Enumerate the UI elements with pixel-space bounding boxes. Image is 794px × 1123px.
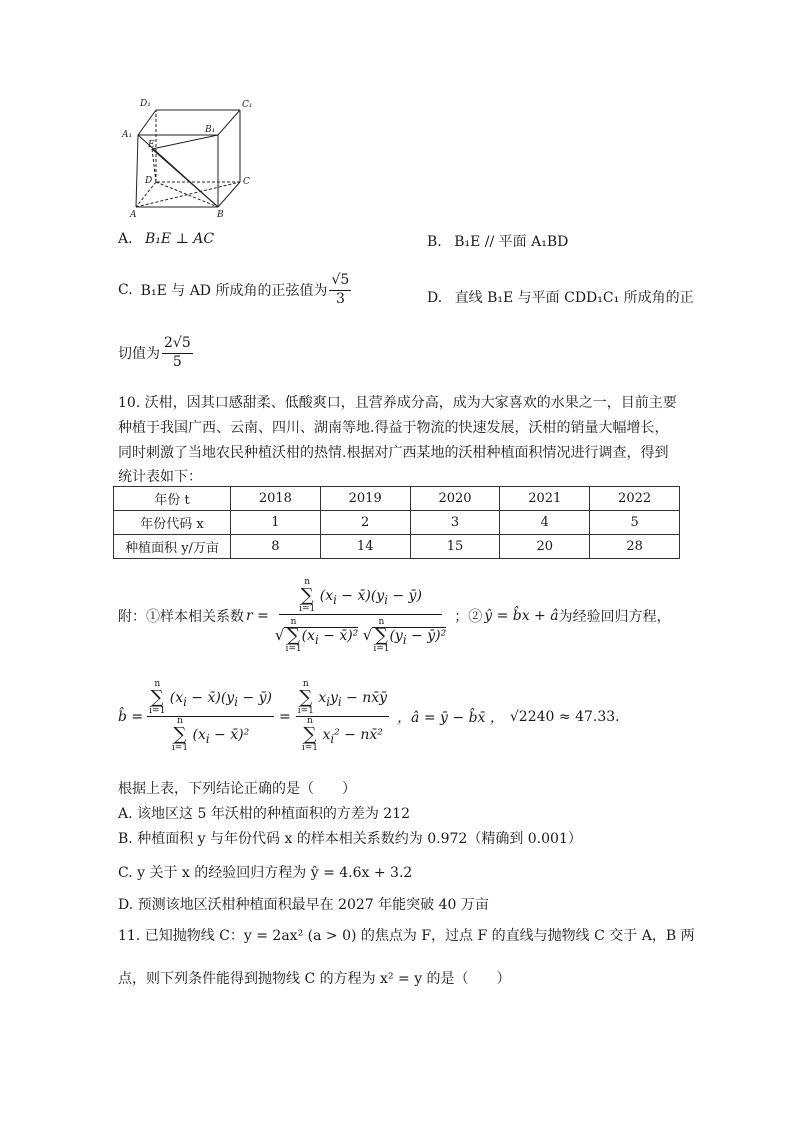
table-row <box>114 535 680 559</box>
q9-option-b <box>427 231 568 251</box>
label-c1: C₁ <box>242 100 253 110</box>
table-row <box>114 487 680 511</box>
table-cell: 2020 <box>410 487 500 511</box>
appendix-formula-r <box>118 578 671 654</box>
table-cell: 1 <box>231 511 321 535</box>
q9-option-d <box>427 287 694 307</box>
regression-equation: ŷ = b̂x + â <box>484 608 559 624</box>
q11-line-2: 点，则下列条件能得到抛物线 C 的方程为 x² = y 的是（ ） <box>118 971 511 987</box>
label-b1: B₁ <box>205 125 216 135</box>
statistics-table <box>113 486 680 559</box>
table-cell: 2 <box>320 511 410 535</box>
fraction-2sqrt5-over-5: $\frac{2√5}{5}$ <box>164 335 191 370</box>
fraction-sqrt5-over-3: $\frac{√5}{3}$ <box>331 272 350 307</box>
table-cell: 4 <box>500 511 590 535</box>
edge-a-a1 <box>136 135 138 207</box>
table-cell: 2019 <box>320 487 410 511</box>
edge-a1-d1 <box>138 110 156 135</box>
table-cell: 20 <box>500 535 590 559</box>
q10-option-c: C. y 关于 x 的经验回归方程为 ŷ = 4.6x + 3.2 <box>118 865 413 881</box>
q10-line-2: 种植于我国广西、云南、四川、湖南等地.得益于物流的快速发展，沃柑的销量大幅增长， <box>118 420 669 436</box>
formula-a-hat: ，â = ȳ − b̂x̄ ， <box>397 709 504 726</box>
q11-line-1: 11. 已知抛物线 C：y = 2ax² (a > 0) 的焦点为 F，过点 F 的直线与抛物线 C 交于 A，B 两 <box>118 928 695 944</box>
q9-option-a <box>118 231 214 247</box>
formula-b-fraction-1: n ∑ i=1 ($x_i$ − $x̄)(y_i$ − ȳ) n ∑ i=1 ($x_i$ − x̄)² <box>149 679 272 753</box>
q10-line-3: 同时刺激了当地农民种植沃柑的热情.根据对广西某地的沃柑种植面积情况进行调查，得到 <box>118 445 669 461</box>
appendix-suffix: 为经验回归方程， <box>558 609 671 625</box>
q10-line-1: 10. 沃柑，因其口感甜柔、低酸爽口，且营养成分高，成为大家喜欢的水果之一，目前主要 <box>118 395 677 411</box>
option-letter: C. <box>118 282 133 298</box>
sqrt-approx: √2240 ≈ 47.33. <box>509 708 620 725</box>
option-letter: B. <box>427 234 442 250</box>
option-letter: D. <box>427 290 443 306</box>
option-text-cont: 切值为 <box>118 346 160 362</box>
table-cell: 28 <box>590 535 680 559</box>
option-text: B₁E 与 AD 所成角的正弦值为 <box>140 283 328 299</box>
label-d1: D₁ <box>140 99 151 109</box>
seg-e-d <box>152 149 156 182</box>
appendix-prefix: 附：①样本相关系数 <box>118 609 244 625</box>
edge-b-c <box>218 182 240 207</box>
option-text: B₁E // 平面 A₁BD <box>454 234 569 250</box>
formula-b-lhs: b̂ = <box>118 708 144 725</box>
option-text: 直线 B₁E 与平面 CDD₁C₁ 所成角的正 <box>454 290 694 306</box>
table-row <box>114 511 680 535</box>
seg-b1-e <box>152 135 218 149</box>
formula-r-lhs: r = <box>246 608 269 624</box>
formula-b-fraction-2: n ∑ i=1 $x_iy_i$ − nx̄ȳ n ∑ i=1 $x_i^2$ − nx̄² <box>297 679 388 753</box>
table-cell: 8 <box>231 535 321 559</box>
table-cell: 2021 <box>500 487 590 511</box>
q10-option-b: B. 种植面积 y 与年份代码 x 的样本相关系数约为 0.972（精确到 0.001） <box>118 831 582 847</box>
table-cell: 2018 <box>231 487 321 511</box>
label-a: A <box>130 210 137 220</box>
appendix-formula-b: b̂ = n ∑ i=1 ($x_i$ − $x̄)(y_i$ − ȳ) n ∑ i=1 ($x_i$ − x̄)² = n ∑ i=1 $x_iy_i$ − nx̄ȳ n ∑ i=1 $x_i^2$ − nx̄² ，â = ȳ − b̂x̄ ， √2240 ≈ 47.33. <box>118 679 620 753</box>
q9-option-d-continued <box>118 335 195 371</box>
appendix-mid: ；② <box>454 609 483 625</box>
table-cell: 2022 <box>590 487 680 511</box>
q9-option-c <box>118 272 353 308</box>
q10-option-d: D. 预测该地区沃柑种植面积最早在 2027 年能突破 40 万亩 <box>118 897 489 913</box>
label-c: C <box>243 177 250 187</box>
label-e: E <box>148 140 155 150</box>
table-cell: 年份代码 x <box>114 511 231 535</box>
label-b: B <box>217 210 224 220</box>
edge-c1-b1 <box>218 110 240 135</box>
q10-question: 根据上表，下列结论正确的是（ ） <box>118 781 356 797</box>
option-text: B₁E ⊥ AC <box>145 231 215 247</box>
table-cell: 种植面积 y/万亩 <box>114 535 231 559</box>
table-cell: 年份 t <box>114 487 231 511</box>
cube-figure <box>118 95 258 220</box>
label-a1: A₁ <box>122 130 133 140</box>
q10-line-4: 统计表如下： <box>118 469 202 485</box>
option-letter: A. <box>118 231 133 247</box>
label-d: D <box>145 176 153 186</box>
table-cell: 5 <box>590 511 680 535</box>
table-cell: 3 <box>410 511 500 535</box>
formula-r-fraction: n ∑ i=1 ($x_i$ − $x̄)(y_i$ − ȳ) √ n ∑ i=1 ($x_i$ − x̄)² √ n ∑ i=1 ($y_i$ − ȳ)² <box>274 577 447 654</box>
q10-option-a: A. 该地区这 5 年沃柑的种植面积的方差为 212 <box>118 806 410 822</box>
table-cell: 15 <box>410 535 500 559</box>
table-cell: 14 <box>320 535 410 559</box>
